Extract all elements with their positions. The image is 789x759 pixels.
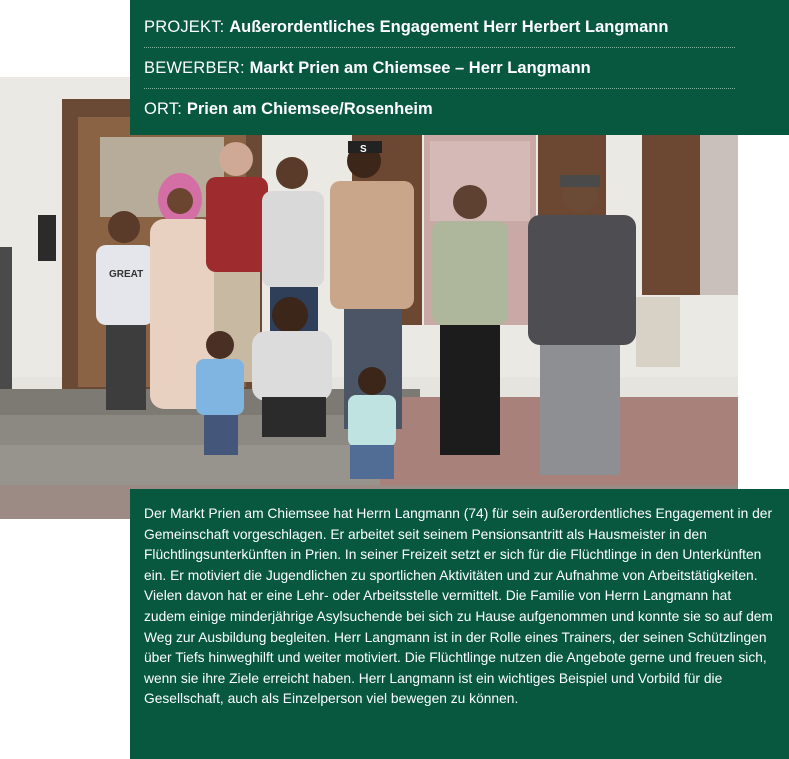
group-photo [0,77,738,519]
location-value: Prien am Chiemsee/Rosenheim [186,100,433,118]
project-label: PROJEKT: [144,18,230,36]
project-header [130,0,789,135]
description-box [130,489,789,759]
applicant-row [144,48,735,89]
applicant-label: BEWERBER: [144,59,250,77]
group-photo-illustration [0,77,738,519]
location-row [144,89,735,131]
cap-letter: S [360,144,367,155]
description-text: Der Markt Prien am Chiemsee hat Herrn Langmann (74) für sein außerordentliches Engagement in der Gemeinschaft vorgeschlagen. Er arbeitet seit seinem Pensionsantritt als Hausmeister in den Flüchtlingsunterkünften in Prien. In seiner Freizeit setzt er sich für die Flüchtlinge in den Unterkünften ein. Er motiviert die Jugendlichen zu sportlichen Aktivitäten und zur Aufnahme von Arbeitstätigkeiten. Vielen davon hat er eine Lehr- oder Arbeitsstelle vermittelt. Die Familie von Herrn Langmann hat zudem einige minderjährige Asylsuchende bei sich zu Hause aufgenommen und konnte sie so auf dem Weg zur Ausbildung begleiten. Herr Langmann ist in der Rolle eines Trainers, der seinen Schützlingen über Tiefs hinweghilft und weiter motiviert. Die Flüchtlinge nutzen die Angebote gerne und freuen sich, wenn sie ihre Ziele erreicht haben. Herr Langmann ist ein wichtiges Beispiel und Vorbild für die Gesellschaft, auch als Einzelperson viel bewegen zu können. [144,506,773,707]
applicant-value: Markt Prien am Chiemsee – Herr Langmann [249,59,591,77]
location-label: ORT: [144,100,187,118]
project-value: Außerordentliches Engagement Herr Herbert Langmann [229,18,669,36]
shirt-print-text: GREAT [109,269,144,280]
project-row [144,0,735,48]
